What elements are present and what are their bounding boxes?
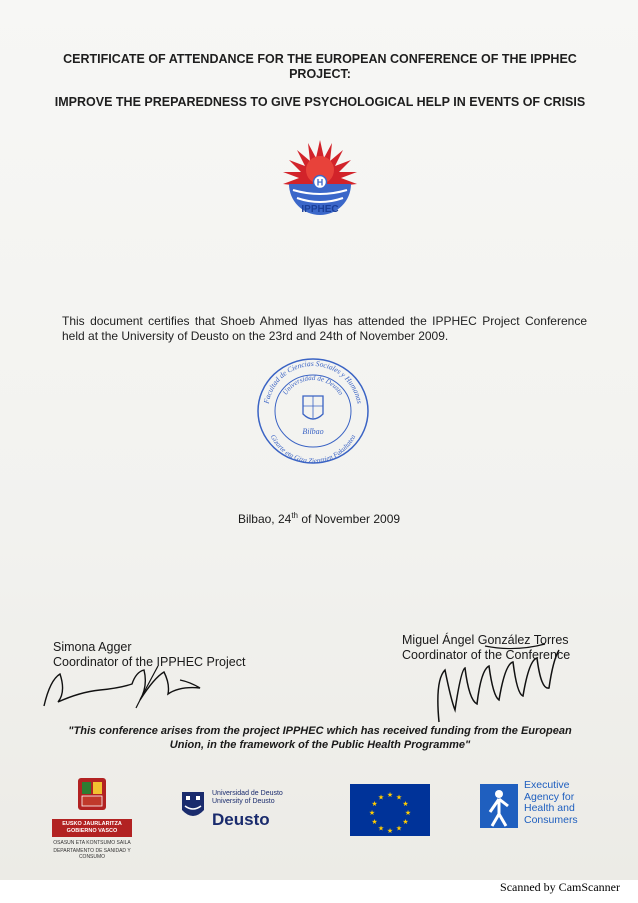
eahc-figure-icon <box>480 784 518 828</box>
funding-quote-line2: Union, in the framework of the Public Health Programme" <box>169 739 471 751</box>
certification-text: This document certifies that Shoeb Ahmed Ilyas has attended the IPPHEC Project Conference held at the University of Deusto on the 23rd and 24th of November 2009. <box>62 314 587 343</box>
basque-dept2: DEPARTAMENTO DE SANIDAD Y CONSUMO <box>53 848 131 860</box>
deusto-wordmark: Deusto <box>212 810 270 829</box>
deusto-line1: Universidad de Deusto <box>212 790 283 797</box>
issue-date: Bilbao, 24th of November 2009 <box>237 511 401 526</box>
funding-quote-line1: "This conference arises from the project IPPHEC which has received funding from the European <box>68 725 572 737</box>
shield-icon <box>303 396 323 419</box>
eahc-line4: Consumers <box>524 813 578 826</box>
eahc-line3: Health and <box>524 802 575 814</box>
seal-city: Bilbao <box>302 427 324 436</box>
eahc-logo <box>480 776 590 866</box>
svg-text:★: ★ <box>402 800 409 808</box>
svg-text:★: ★ <box>402 818 409 826</box>
svg-text:★: ★ <box>377 824 385 833</box>
seal-inner-text: Universidad de Deusto <box>281 373 345 397</box>
svg-text:★: ★ <box>371 818 378 826</box>
basque-dept1: OSASUN ETA KONTSUMO SAILA <box>53 840 131 846</box>
deusto-shield-icon <box>180 790 206 824</box>
logo-wordmark: IPPHEC <box>301 204 339 215</box>
basque-coat-of-arms-icon <box>52 776 132 812</box>
svg-text:★: ★ <box>404 809 412 817</box>
svg-text:★: ★ <box>386 827 394 835</box>
right-signature-icon <box>425 640 570 725</box>
logo-letter: H <box>316 177 324 188</box>
scanner-watermark: Scanned by CamScanner <box>500 880 620 894</box>
funding-quote <box>40 724 600 752</box>
left-signatory-name: Simona Agger <box>53 640 132 654</box>
left-signatory-role: Coordinator of the IPPHEC Project <box>53 655 246 669</box>
eahc-line2: Agency for <box>524 790 575 803</box>
left-signature-icon <box>40 662 220 712</box>
right-signatory-role: Coordinator of the Conference <box>402 648 571 662</box>
certificate-title: CERTIFICATE OF ATTENDANCE FOR THE EUROPEAN CONFERENCE OF THE IPPHEC PROJECT: <box>63 52 577 81</box>
faculty-seal <box>254 356 372 466</box>
basque-government-logo <box>52 776 132 866</box>
svg-text:★: ★ <box>371 800 378 808</box>
basque-line2: GOBIERNO VASCO <box>66 828 118 834</box>
ipphec-logo <box>277 138 363 224</box>
svg-text:Universidad de Deusto <box>281 374 345 397</box>
svg-text:★: ★ <box>395 824 403 833</box>
right-signatory-name: Miguel Ángel González Torres <box>402 633 569 647</box>
svg-text:★: ★ <box>386 791 394 799</box>
eu-flag-icon <box>350 784 430 836</box>
certificate-subtitle: IMPROVE THE PREPAREDNESS TO GIVE PSYCHOLOGICAL HELP IN EVENTS OF CRISIS <box>54 95 586 109</box>
svg-text:★: ★ <box>395 793 403 802</box>
svg-text:Gizarte eta Giza Zientzien Fak <box>269 433 358 465</box>
basque-line1: EUSKO JAURLARITZA <box>62 821 122 827</box>
svg-text:★: ★ <box>377 793 385 802</box>
svg-text:★: ★ <box>368 809 376 817</box>
seal-bottom-text: Gizarte eta Giza Zientzien Fakultatea <box>268 433 358 466</box>
deusto-logo <box>180 776 300 866</box>
deusto-line2: University of Deusto <box>212 798 275 805</box>
eahc-line1: Executive <box>524 779 570 791</box>
seal-outer-text: Facultad de Ciencias Sociales y Humanas <box>261 358 365 405</box>
